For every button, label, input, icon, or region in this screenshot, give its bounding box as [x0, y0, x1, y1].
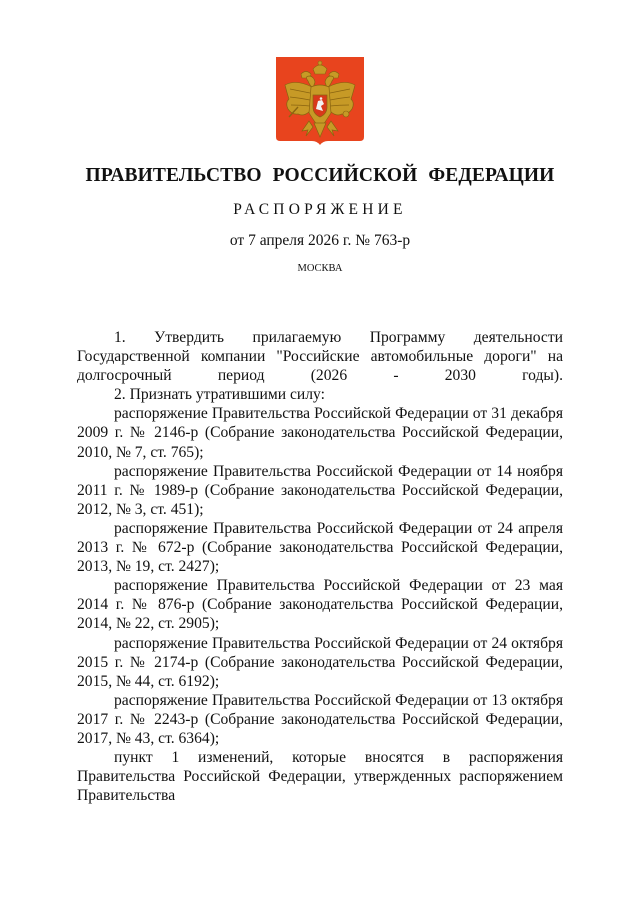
paragraph-repealed-order: распоряжение Правительства Российской Федерации от 13 октября 2017 г. № 2243-р (Собрание законодательства Российской Федерации, 2017, № 43, ст. 6364);: [77, 691, 563, 747]
paragraph-repealed-order: распоряжение Правительства Российской Федерации от 24 апреля 2013 г. № 672-р (Собрание законодательства Российской Федерации, 2013, № 19, ст. 2427);: [77, 519, 563, 576]
paragraph-repealed-order: распоряжение Правительства Российской Федерации от 31 декабря 2009 г. № 2146-р (Собрание законодательства Российской Федерации, 2010, № 7, ст. 765);: [77, 405, 563, 461]
document-type: РАСПОРЯЖЕНИЕ: [233, 201, 407, 218]
paragraph-repealed-order: распоряжение Правительства Российской Федерации от 23 мая 2014 г. № 876-р (Собрание законодательства Российской Федерации, 2014, № 22, ст. 2905);: [77, 577, 563, 633]
paragraph-approve-program: 1. Утвердить прилагаемую Программу деятельности Государственной компании "Российские автомобильные дороги" на долгосрочный период (2026 - 2030 годы).: [77, 329, 563, 385]
government-title: ПРАВИТЕЛЬСТВО РОССИЙСКОЙ ФЕДЕРАЦИИ: [85, 165, 555, 186]
coat-of-arms-icon: [276, 57, 364, 145]
document-city: МОСКВА: [297, 263, 343, 274]
paragraph-repealed-item: пункт 1 изменений, которые вносятся в распоряжения Правительства Российской Федерации, утвержденных распоряжением Правительства: [77, 749, 563, 805]
paragraph-repealed-order: распоряжение Правительства Российской Федерации от 24 октября 2015 г. № 2174-р (Собрание законодательства Российской Федерации, 2015, № 44, ст. 6192);: [77, 634, 563, 690]
paragraph-repealed-order: распоряжение Правительства Российской Федерации от 14 ноября 2011 г. № 1989-р (Собрание законодательства Российской Федерации, 2012, № 3, ст. 451);: [77, 462, 563, 518]
document-body: [77, 328, 563, 805]
paragraph-repeal-heading: 2. Признать утратившими силу:: [114, 386, 325, 404]
document-date-number: от 7 апреля 2026 г. № 763-р: [229, 232, 411, 249]
